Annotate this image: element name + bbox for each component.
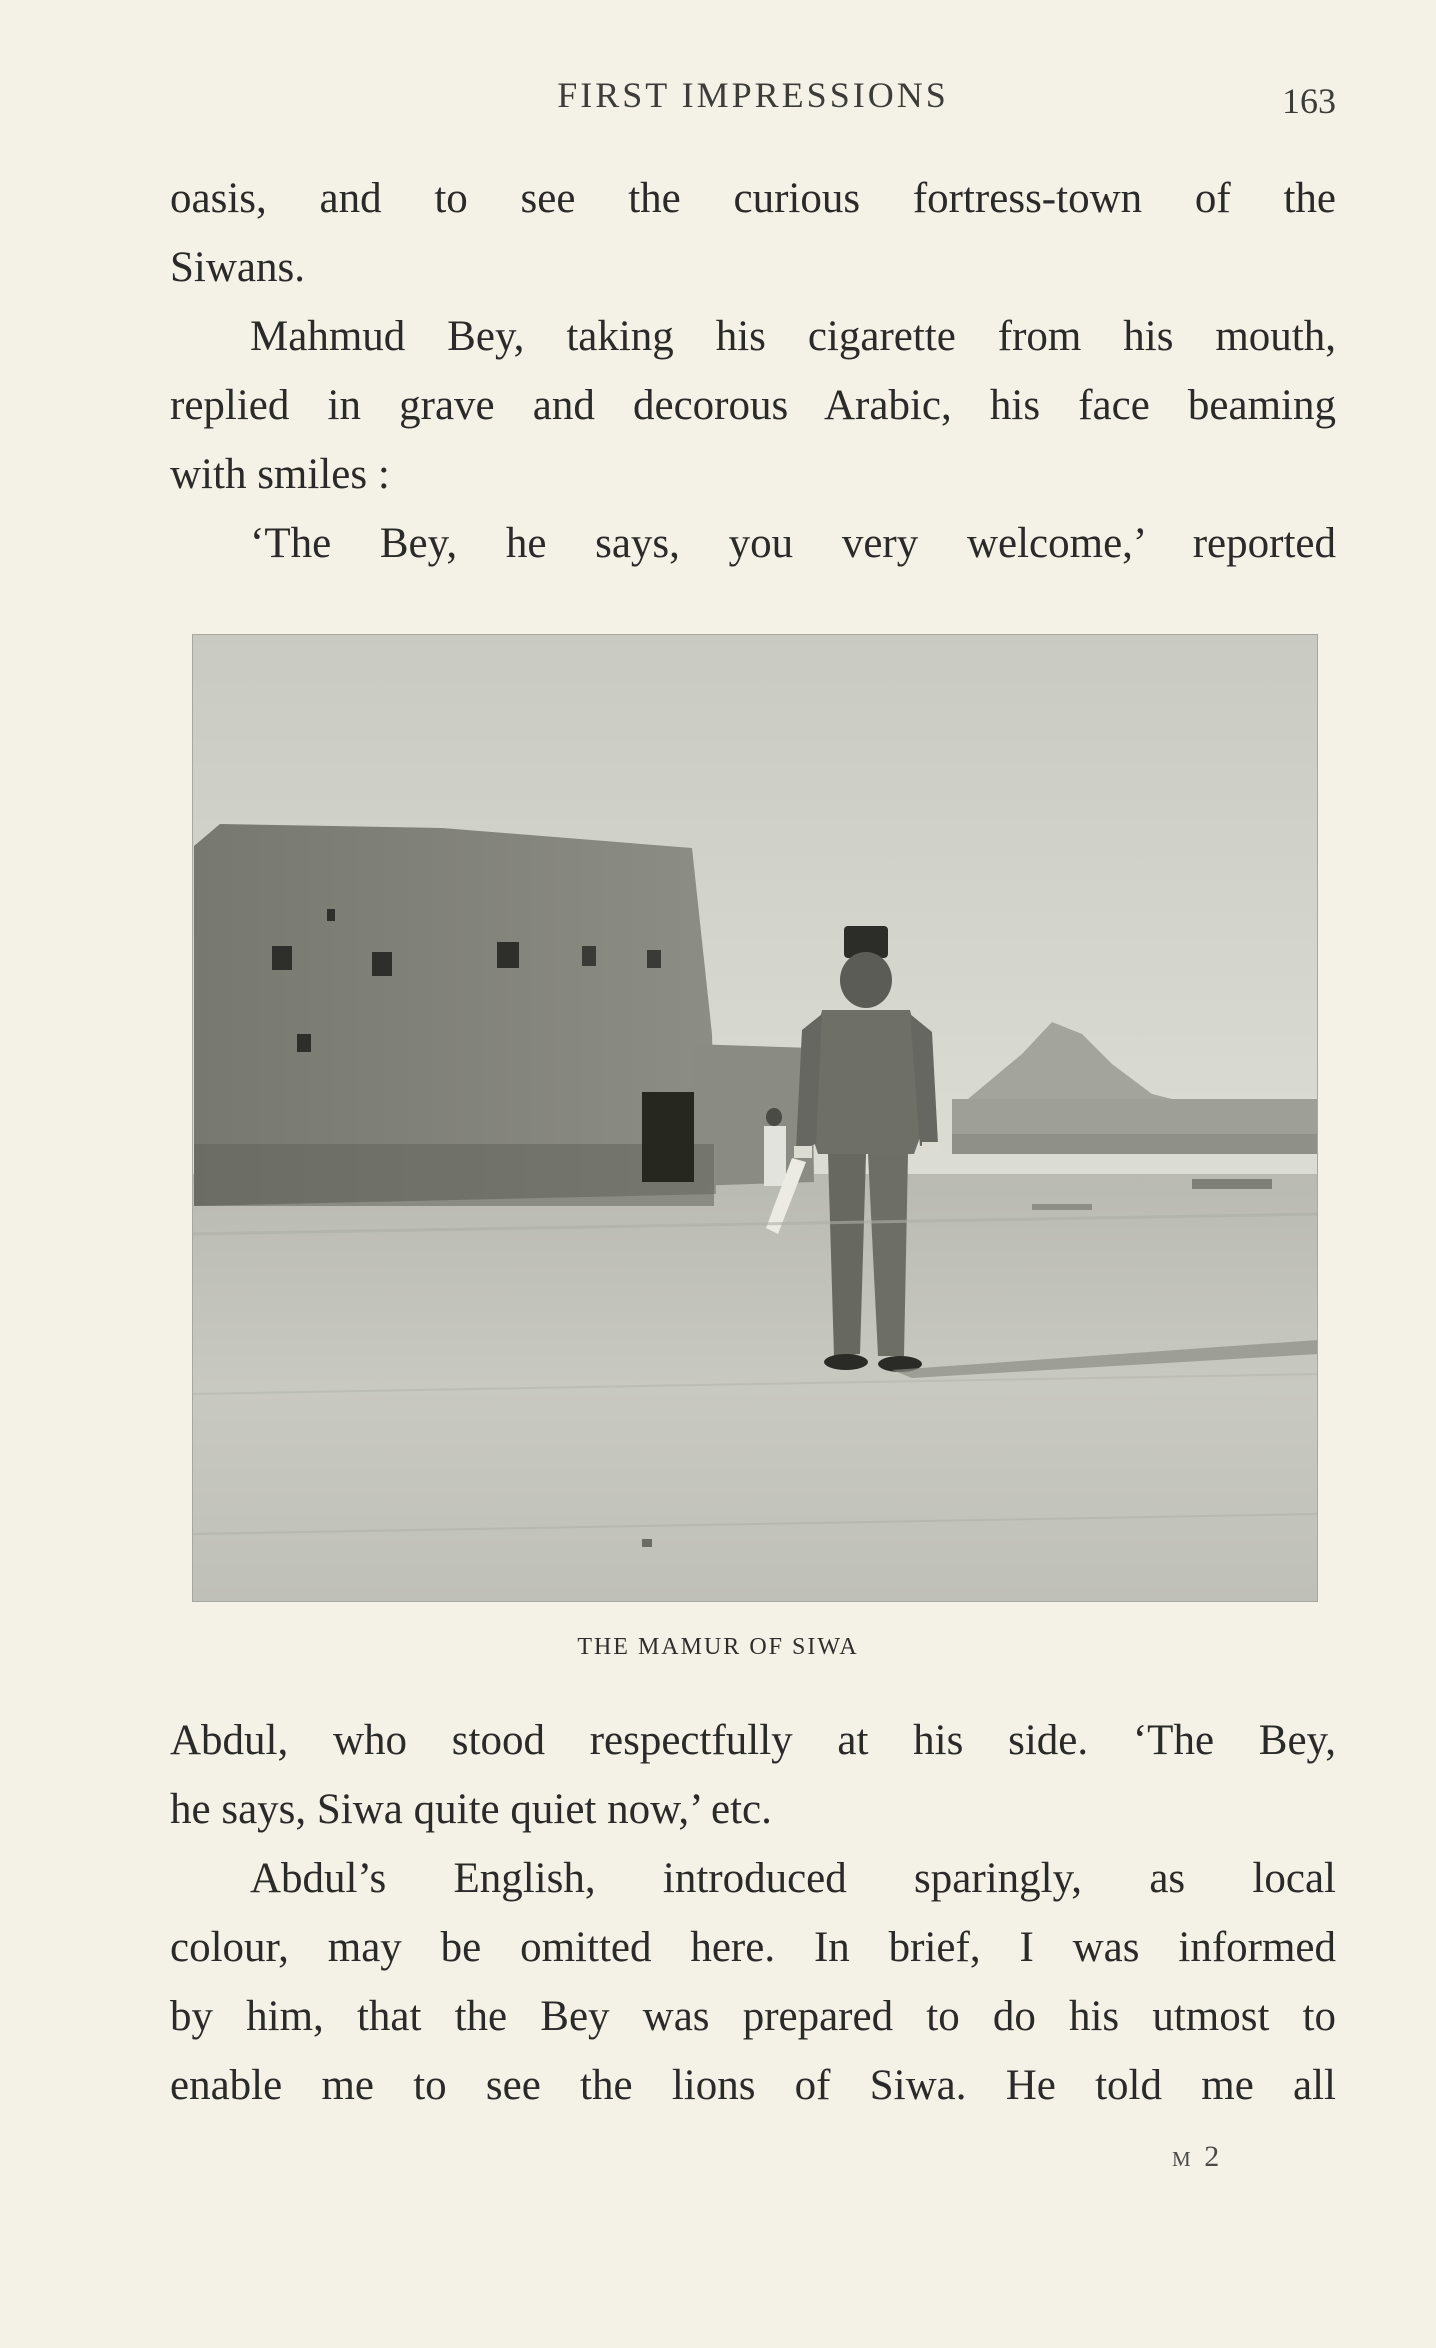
signature-number: 2 [1204, 2140, 1223, 2173]
signature-letter: M [1172, 2147, 1194, 2171]
text-line: with smiles : [170, 451, 390, 498]
page-number: 163 [1282, 81, 1336, 121]
running-title: FIRST IMPRESSIONS [557, 75, 949, 115]
text-line: Mahmud Bey, taking his cigarette from his mouth, [250, 313, 1336, 360]
text-line: Abdul, who stood respectfully at his side. ‘The Bey, [170, 1717, 1336, 1764]
text-line: enable me to see the lions of Siwa. He told me all [170, 2062, 1336, 2109]
running-head [170, 74, 1336, 124]
text-line: colour, may be omitted here. In brief, I was informed [170, 1924, 1336, 1971]
photograph-mamur-of-siwa [192, 634, 1318, 1602]
photograph-plate [192, 634, 1318, 1602]
text-line: replied in grave and decorous Arabic, his face beaming [170, 382, 1336, 429]
text-line: oasis, and to see the curious fortress-town of the [170, 175, 1336, 222]
figure-caption: THE MAMUR OF SIWA [577, 1634, 859, 1660]
body-text-bottom [170, 1706, 1336, 2120]
text-line: Abdul’s English, introduced sparingly, as local [250, 1855, 1336, 1902]
text-line: Siwans. [170, 244, 305, 291]
signature-mark [1172, 2140, 1222, 2174]
body-text-top [170, 164, 1336, 578]
text-line: ‘The Bey, he says, you very welcome,’ reported [250, 520, 1336, 567]
text-line: he says, Siwa quite quiet now,’ etc. [170, 1786, 772, 1833]
text-line: by him, that the Bey was prepared to do his utmost to [170, 1993, 1336, 2040]
